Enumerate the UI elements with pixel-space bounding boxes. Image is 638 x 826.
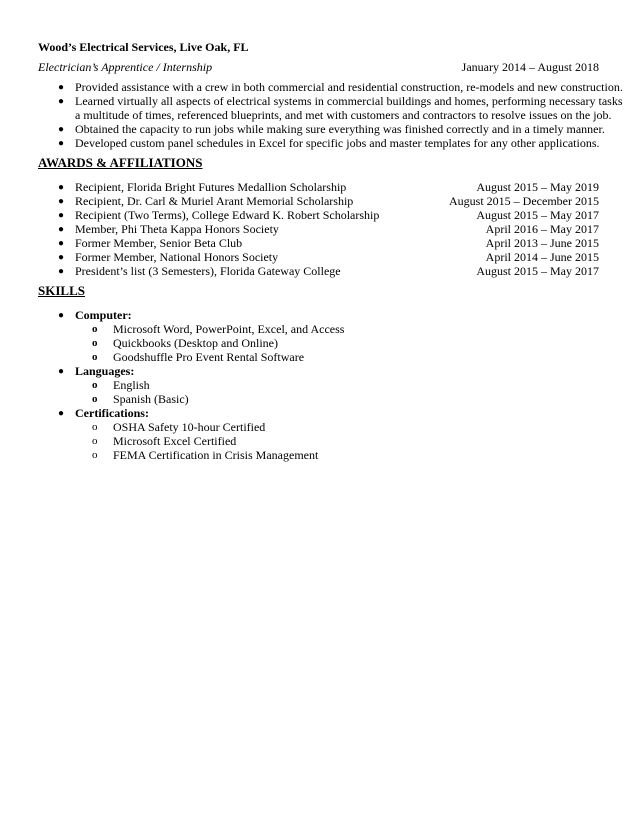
skill-item: English <box>113 378 150 392</box>
experience-bullet-continuation: a multitude of times, referenced blueprints, and met with customers and contractors to resolve issues on the job. <box>75 108 612 122</box>
employer-line <box>38 40 599 54</box>
award-dates: August 2015 – May 2017 <box>476 208 599 222</box>
sub-bullet-icon: o <box>92 337 98 349</box>
bullet-icon: ● <box>58 124 65 135</box>
award-item <box>75 180 599 194</box>
award-text: Former Member, Senior Beta Club <box>75 236 243 250</box>
award-item <box>75 250 599 264</box>
award-item <box>75 222 599 236</box>
award-item <box>75 208 599 222</box>
bullet-icon: ● <box>58 82 65 93</box>
role-line <box>38 60 599 74</box>
sub-bullet-icon: o <box>92 435 98 447</box>
bullet-icon: ● <box>58 196 65 207</box>
bullet-icon: ● <box>58 408 65 419</box>
skill-group-label: Languages: <box>75 364 135 378</box>
award-item <box>75 264 599 278</box>
experience-bullet: Obtained the capacity to run jobs while making sure everything was finished correctly and in a timely manner. <box>75 122 605 136</box>
sub-bullet-icon: o <box>92 323 98 335</box>
bullet-icon: ● <box>58 238 65 249</box>
award-dates: April 2013 – June 2015 <box>485 236 599 250</box>
award-item <box>75 194 599 208</box>
experience-bullet: Provided assistance with a crew in both commercial and residential construction, re-models and new construction. <box>75 80 623 94</box>
award-text: Former Member, National Honors Society <box>75 250 279 264</box>
skill-group-label: Certifications: <box>75 406 149 420</box>
employer-name: Wood’s Electrical Services, Live Oak, FL <box>38 40 249 54</box>
sub-bullet-icon: o <box>92 379 98 391</box>
award-dates: August 2015 – December 2015 <box>449 194 599 208</box>
award-text: Member, Phi Theta Kappa Honors Society <box>75 222 279 236</box>
award-dates: April 2016 – May 2017 <box>485 222 599 236</box>
skill-item: Microsoft Word, PowerPoint, Excel, and Access <box>113 322 345 336</box>
sub-bullet-icon: o <box>92 449 98 461</box>
sub-bullet-icon: o <box>92 393 98 405</box>
skill-item: Spanish (Basic) <box>113 392 189 406</box>
role-title: Electrician’s Apprentice / Internship <box>38 60 213 74</box>
skill-item: Goodshuffle Pro Event Rental Software <box>113 350 305 364</box>
skill-group-label: Computer: <box>75 308 132 322</box>
award-text: Recipient, Dr. Carl & Muriel Arant Memorial Scholarship <box>75 194 354 208</box>
award-text: Recipient (Two Terms), College Edward K. Robert Scholarship <box>75 208 380 222</box>
skill-item: Microsoft Excel Certified <box>113 434 237 448</box>
award-dates: April 2014 – June 2015 <box>485 250 599 264</box>
award-item <box>75 236 599 250</box>
skill-item: Quickbooks (Desktop and Online) <box>113 336 278 350</box>
skill-item: FEMA Certification in Crisis Management <box>113 448 319 462</box>
bullet-icon: ● <box>58 224 65 235</box>
award-dates: August 2015 – May 2017 <box>476 264 599 278</box>
award-text: President’s list (3 Semesters), Florida Gateway College <box>75 264 341 278</box>
bullet-icon: ● <box>58 182 65 193</box>
bullet-icon: ● <box>58 310 65 321</box>
awards-heading: AWARDS & AFFILIATIONS <box>38 155 203 170</box>
role-dates: January 2014 – August 2018 <box>461 60 599 74</box>
skill-item: OSHA Safety 10-hour Certified <box>113 420 266 434</box>
bullet-icon: ● <box>58 266 65 277</box>
experience-bullet: Developed custom panel schedules in Excel for specific jobs and master templates for any other applications. <box>75 136 600 150</box>
bullet-icon: ● <box>58 138 65 149</box>
award-dates: August 2015 – May 2019 <box>476 180 599 194</box>
sub-bullet-icon: o <box>92 351 98 363</box>
bullet-icon: ● <box>58 366 65 377</box>
sub-bullet-icon: o <box>92 421 98 433</box>
bullet-icon: ● <box>58 96 65 107</box>
bullet-icon: ● <box>58 210 65 221</box>
bullet-icon: ● <box>58 252 65 263</box>
award-text: Recipient, Florida Bright Futures Medallion Scholarship <box>75 180 347 194</box>
experience-bullet: Learned virtually all aspects of electrical systems in commercial buildings and homes, performing necessary tasks <box>75 94 623 108</box>
skills-heading: SKILLS <box>38 283 85 298</box>
